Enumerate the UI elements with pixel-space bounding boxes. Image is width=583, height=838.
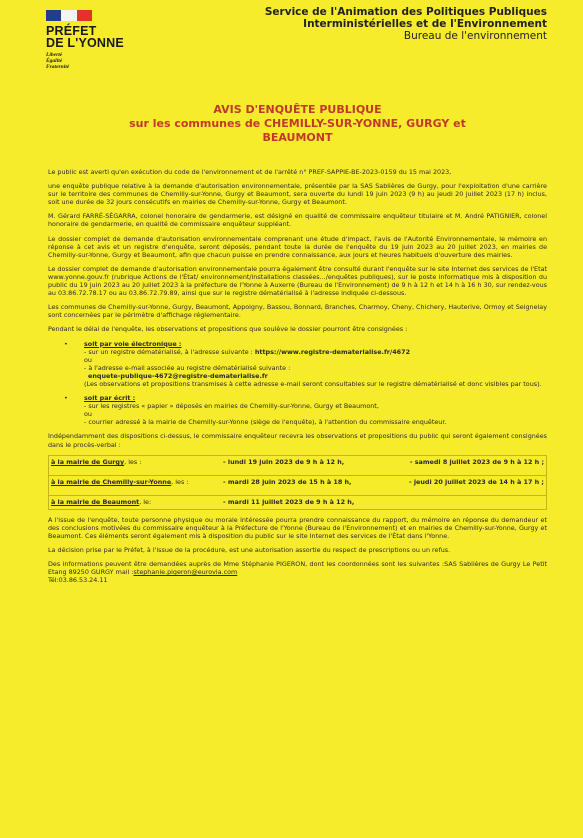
- paragraph-intro: Le public est averti qu'en exécution du code de l'environnement et de l'arrêté n° PREF-SAPPIE-BE-2023-0159 du 15 mai 2023,: [48, 168, 452, 176]
- table-row: à la mairie de Beaumont, le: - mardi 11 juillet 2023 de 9 h à 12 h,: [48, 495, 547, 510]
- registre-email-link[interactable]: enquete-publique-4672@registre-dematerialise.fr: [88, 371, 268, 380]
- list-item: • soit par écrit : - sur les registres « papier » déposés en mairies de Chemilly-sur-Yonne, Gurgy et Beaumont, ou - courrier adressé à la mairie de Chemilly-sur-Yonne (siège de l'enquête), à l'attention du commissaire enquêteur.: [64, 394, 447, 427]
- paragraph-internet: Le dossier complet de demande d'autorisation environnementale pourra également être consulté durant l'enquête sur le site Internet des services de l'Etat www.yonne.gouv.fr (rubrique Actions de l'État/ environnement/installations classées.../enquêtes publiques), sur le poste informatique mis à disposition du public du 19 juin 2023 au 20 juillet 2023 à la préfecture de l'Yonne à Auxerre (Bureau de l'Environnement) de 9 h à 12 h et 14 h à 16 h 30, sur rendez-vous au 03.86.72.78.17 ou au 03.86.72.79.89, ainsi que sur le registre dématérialisé à l'adresse indiquée ci-dessous.: [48, 264, 547, 298]
- paragraph-permanences: Indépendamment des dispositions ci-dessus, le commissaire enquêteur recevra les observations et propositions du public qui seront également consignées dans le procès-verbal :: [48, 432, 547, 449]
- list-item: • soit par voie électronique : - sur un registre dématérialisé, à l'adresse suivante : https://www.registre-dematerialise.fr/4672 ou - à l'adresse e-mail associée au registre dématérialisé suivante : enquete-publique-4672@registre-dematerialise.fr (Les observations et propositions transmises à cette adresse e-mail seront consultables sur le registre dématérialisé et donc visibles par tous).: [48, 340, 547, 389]
- notice-title: AVIS D'ENQUÊTE PUBLIQUE sur les communes de CHEMILLY-SUR-YONNE, GURGY et BEAUMONT: [129, 103, 466, 144]
- paragraph-enquete: une enquête publique relative à la demande d'autorisation environnementale, présentée par la SAS Sablières de Gurgy, pour l'exploitation d'une carrière sur le territoire des communes de Chemilly-sur-Yonne, Gurgy et Beaumont, sera ouverte du lundi 19 juin 2023 (9 h) au jeudi 20 juillet 2023 (17 h) inclus, soit une durée de 32 jours consécutifs en mairies de Chemilly-sur-Yonne, Gurgy et Beaumont.: [48, 182, 547, 207]
- paragraph-contact: Des informations peuvent être demandées auprès de Mme Stéphanie PIGERON, dont les coordonnées sont les suivantes :SAS Sablières de Gurgy Le Petit Etang 89250 GURGY mail :stephanie.pigeron@eurovia.com Tél:03.86.53.24.11: [48, 560, 547, 585]
- submission-methods: [48, 340, 547, 427]
- notice-body: [48, 168, 547, 590]
- table-row: à la mairie de Gurgy, les : - lundi 19 juin 2023 de 9 h à 12 h, - samedi 8 juillet 2023 de 9 h à 12 h ;: [48, 455, 547, 469]
- prefet-title: PRÉFET DE L'YONNE: [46, 24, 124, 50]
- prefecture-logo: [46, 10, 146, 70]
- contact-email-link[interactable]: stephanie.pigeron@eurovia.com: [133, 568, 238, 577]
- marianne-flag-icon: [46, 10, 92, 21]
- paragraph-dossier: Le dossier complet de demande d'autorisation environnementale comprenant une étude d'impact, l'avis de l'Autorité Environnementale, le mémoire en réponse à cet avis et un registre d'enquête, seront déposés, pendant toute la durée de l'enquête du 19 juin 2023 au 20 juillet 2023, en mairies de Chemilly-sur-Yonne, Gurgy et Beaumont, afin que chacun puisse en prendre connaissance, aux jours et heures habituels d'ouverture des mairies.: [48, 234, 547, 259]
- paragraph-decision: La décision prise par le Préfet, à l'issue de la procédure, est une autorisation assortie du respect de prescriptions ou un refus.: [48, 545, 451, 554]
- devise: Liberté Égalité Fraternité: [46, 52, 70, 70]
- paragraph-communes: Les communes de Chemilly-sur-Yonne, Gurgy, Beaumont, Appoigny, Bassou, Bonnard, Branches, Charmoy, Cheny, Chichery, Hauterive, Ormoy et Seignelay sont concernées par le périmètre d'affichage réglementaire.: [48, 303, 547, 320]
- paragraph-observations: Pendant le délai de l'enquête, les observations et propositions que soulève le dossier pourront être consignées :: [48, 325, 408, 334]
- paragraph-rapport: A l'issue de l'enquête, toute personne physique ou morale intéressée pourra prendre connaissance du rapport, du mémoire en réponse du demandeur et des conclusions motivées du commissaire enquêteur à la Préfecture de l'Yonne (Bureau de l'Environnement) et en mairies de Chemilly-sur-Yonne, Gurgy et Beaumont. Ces éléments seront également mis à disposition du public sur le site Internet des services de l'État dans l'Yonne.: [48, 515, 547, 540]
- permanence-schedule: [48, 455, 547, 510]
- registre-link[interactable]: https://www.registre-dematerialise.fr/4672: [254, 347, 411, 356]
- service-header: Service de l'Animation des Politiques Publiques Interministérielles et de l'Environnement Bureau de l'environnement: [264, 6, 547, 42]
- table-row: à la mairie de Chemilly-sur-Yonne, les : - mardi 28 juin 2023 de 15 h à 18 h, - jeudi 20 juillet 2023 de 14 h à 17 h ;: [48, 475, 547, 489]
- paragraph-commissaire: M. Gérard FARRÉ-SÉGARRA, colonel honoraire de gendarmerie, est désigné en qualité de commissaire enquêteur titulaire et M. André PATIGNIER, colonel honoraire de gendarmerie, en qualité de commissaire enquêteur suppléant.: [48, 212, 547, 229]
